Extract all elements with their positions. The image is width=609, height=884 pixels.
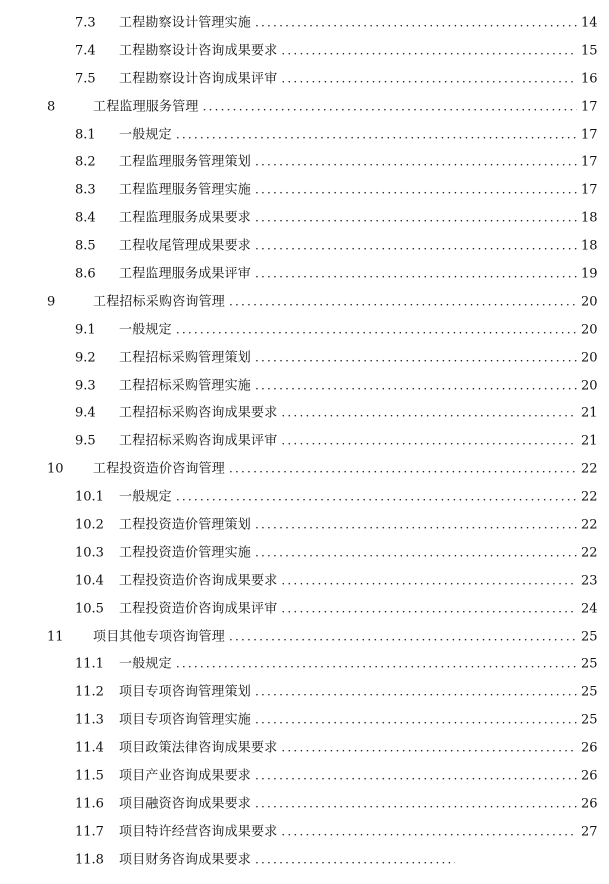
toc-entry-number: 11.4 [75,740,104,756]
table-of-contents [0,9,609,874]
dot-leader [281,574,577,586]
toc-entry-number: 11.8 [75,852,104,868]
dot-leader [229,630,577,642]
toc-entry-title: 工程招标采购咨询成果要求 [119,405,278,421]
toc-entry-line [119,15,598,31]
dot-leader [255,156,577,168]
toc-section-entry[interactable] [0,595,609,623]
toc-entry-title: 工程勘察设计咨询成果要求 [119,43,278,59]
toc-section-entry[interactable] [0,650,609,678]
toc-entry-line [119,71,598,87]
toc-entry-page-number: 14 [581,15,598,31]
dot-leader [281,742,577,754]
toc-chapter-entry[interactable] [0,93,609,121]
toc-entry-page-number: 26 [581,796,598,812]
toc-entry-line [119,378,598,394]
toc-entry-line [119,601,598,617]
toc-entry-title: 工程监理服务成果要求 [119,210,252,226]
toc-entry-number: 11 [47,629,64,645]
toc-entry-title: 工程招标采购管理策划 [119,350,252,366]
dot-leader [176,658,577,670]
toc-entry-line [119,740,598,756]
dot-leader [281,44,577,56]
dot-leader [176,128,577,140]
toc-entry-title: 工程投资造价管理策划 [119,517,252,533]
toc-entry-page-number: 21 [581,405,598,421]
toc-section-entry[interactable] [0,204,609,232]
toc-entry-number: 8.4 [75,210,96,226]
toc-section-entry[interactable] [0,818,609,846]
dot-leader [255,714,577,726]
toc-entry-page-number: 22 [581,489,598,505]
toc-entry-number: 8.5 [75,238,96,254]
toc-entry-line [93,629,598,645]
toc-entry-page-number: 23 [581,573,598,589]
toc-entry-page-number: 17 [581,99,598,115]
toc-entry-page-number: 27 [581,824,598,840]
toc-entry-page-number: 15 [581,43,598,59]
toc-entry-title: 工程监理服务管理策划 [119,154,252,170]
toc-entry-line [119,712,598,728]
toc-entry-page-number: 26 [581,740,598,756]
toc-entry-number: 10.4 [75,573,104,589]
toc-entry-title: 工程收尾管理成果要求 [119,238,252,254]
dot-leader [255,686,577,698]
toc-entry-number: 7.3 [75,15,96,31]
toc-entry-title: 一般规定 [119,322,172,338]
dot-leader [229,463,577,475]
toc-section-entry[interactable] [0,65,609,93]
toc-entry-number: 9.5 [75,433,96,449]
toc-entry-number: 11.1 [75,656,104,672]
dot-leader [255,351,577,363]
toc-entry-title: 项目财务咨询成果要求 [119,852,252,868]
toc-section-entry[interactable] [0,121,609,149]
toc-entry-title: 项目政策法律咨询成果要求 [119,740,278,756]
toc-entry-title: 工程投资造价咨询成果评审 [119,601,278,617]
toc-entry-line [119,154,598,170]
toc-entry-number: 8.3 [75,182,96,198]
toc-section-entry[interactable] [0,734,609,762]
toc-entry-title: 工程投资造价管理实施 [119,545,252,561]
toc-entry-line [119,824,598,840]
toc-entry-number: 11.5 [75,768,104,784]
toc-entry-line [119,266,598,282]
toc-entry-line [119,238,598,254]
toc-entry-title: 工程监理服务管理 [93,99,199,115]
toc-entry-page-number: 17 [581,182,598,198]
dot-leader [255,240,577,252]
toc-entry-line [119,210,598,226]
toc-section-entry[interactable] [0,316,609,344]
toc-section-entry[interactable] [0,148,609,176]
toc-entry-title: 项目专项咨询管理实施 [119,712,252,728]
dot-leader [255,769,577,781]
dot-leader [281,407,577,419]
toc-section-entry[interactable] [0,344,609,372]
toc-entry-number: 10.1 [75,489,104,505]
toc-entry-number: 8.2 [75,154,96,170]
toc-entry-line [93,99,598,115]
toc-entry-page-number: 19 [581,266,598,282]
dot-leader [255,853,455,865]
dot-leader [255,212,577,224]
toc-entry-number: 9.2 [75,350,96,366]
toc-entry-line [119,182,598,198]
dot-leader [255,267,577,279]
toc-entry-number: 11.3 [75,712,104,728]
toc-section-entry[interactable] [0,511,609,539]
toc-entry-number: 8.6 [75,266,96,282]
toc-entry-line [119,489,598,505]
toc-entry-page-number: 25 [581,712,598,728]
toc-section-entry[interactable] [0,678,609,706]
toc-entry-line [119,127,598,142]
toc-entry-page-number: 22 [581,517,598,533]
toc-entry-title: 工程监理服务管理实施 [119,182,252,198]
dot-leader [255,546,577,558]
toc-section-entry[interactable] [0,399,609,427]
dot-leader [255,797,577,809]
toc-entry-line [119,573,598,589]
toc-entry-number: 9.3 [75,378,96,394]
dot-leader [281,602,577,614]
toc-entry-page-number: 22 [581,545,598,561]
toc-entry-number: 10 [47,461,64,477]
toc-entry-number: 10.2 [75,517,104,533]
toc-entry-title: 工程投资造价咨询管理 [93,461,226,477]
toc-section-entry[interactable] [0,372,609,400]
toc-entry-page-number: 25 [581,656,598,672]
toc-entry-page-number: 24 [581,601,598,617]
toc-entry-page-number: 22 [581,461,598,477]
toc-entry-title: 一般规定 [119,656,172,672]
toc-entry-number: 8.1 [75,127,96,142]
toc-entry-title: 工程招标采购管理实施 [119,378,252,394]
toc-entry-title: 工程招标采购咨询成果评审 [119,433,278,449]
dot-leader [281,825,577,837]
toc-entry-line [119,43,598,59]
toc-entry-title: 工程勘察设计管理实施 [119,15,252,31]
toc-entry-title: 项目融资咨询成果要求 [119,796,252,812]
toc-entry-line [93,461,598,477]
dot-leader [203,100,577,112]
toc-section-entry[interactable] [0,232,609,260]
dot-leader [281,435,577,447]
toc-entry-line [119,350,598,366]
toc-entry-title: 一般规定 [119,127,172,142]
toc-entry-title: 项目专项咨询管理策划 [119,684,252,700]
dot-leader [255,16,577,28]
toc-section-entry[interactable] [0,846,609,874]
toc-entry-number: 10.5 [75,601,104,617]
toc-chapter-entry[interactable] [0,288,609,316]
toc-entry-number: 8 [47,99,56,115]
toc-section-entry[interactable] [0,483,609,511]
toc-entry-page-number: 20 [581,322,598,338]
toc-section-entry[interactable] [0,37,609,65]
toc-entry-page-number: 20 [581,350,598,366]
toc-entry-number: 7.5 [75,71,96,87]
toc-section-entry[interactable] [0,176,609,204]
dot-leader [255,518,577,530]
toc-entry-title: 工程监理服务成果评审 [119,266,252,282]
toc-entry-title: 项目特许经营咨询成果要求 [119,824,278,840]
toc-entry-number: 11.6 [75,796,104,812]
toc-entry-number: 11.7 [75,824,104,840]
toc-section-entry[interactable] [0,539,609,567]
toc-chapter-entry[interactable] [0,623,609,651]
toc-entry-page-number: 26 [581,768,598,784]
toc-entry-title: 工程招标采购咨询管理 [93,294,226,310]
toc-entry-number: 9 [47,294,56,310]
toc-entry-page-number: 21 [581,433,598,449]
toc-entry-line [119,405,598,421]
toc-entry-line [119,322,598,338]
toc-entry-line [119,768,598,784]
toc-entry-title: 工程投资造价咨询成果要求 [119,573,278,589]
toc-entry-number: 10.3 [75,545,104,561]
toc-section-entry[interactable] [0,762,609,790]
toc-section-entry[interactable] [0,790,609,818]
dot-leader [176,323,577,335]
toc-section-entry[interactable] [0,260,609,288]
toc-entry-page-number: 17 [581,127,598,142]
dot-leader [255,379,577,391]
toc-entry-number: 7.4 [75,43,96,59]
toc-entry-title: 一般规定 [119,489,172,505]
toc-chapter-entry[interactable] [0,455,609,483]
toc-section-entry[interactable] [0,427,609,455]
toc-entry-line [119,853,595,866]
toc-entry-line [119,433,598,449]
toc-entry-page-number: 17 [581,154,598,170]
toc-entry-line [93,294,598,310]
toc-entry-page-number: 25 [581,684,598,700]
toc-entry-page-number: 16 [581,71,598,87]
toc-section-entry[interactable] [0,9,609,37]
toc-entry-title: 工程勘察设计咨询成果评审 [119,71,278,87]
toc-entry-line [119,517,598,533]
toc-section-entry[interactable] [0,567,609,595]
toc-entry-page-number: 25 [581,629,598,645]
toc-entry-number: 11.2 [75,684,104,700]
toc-entry-line [119,684,598,700]
toc-entry-number: 9.4 [75,405,96,421]
dot-leader [176,491,577,503]
dot-leader [229,295,577,307]
toc-entry-line [119,545,598,561]
toc-entry-page-number: 18 [581,238,598,254]
dot-leader [281,72,577,84]
toc-entry-page-number: 20 [581,378,598,394]
toc-entry-line [119,796,598,812]
dot-leader [255,184,577,196]
toc-entry-page-number: 18 [581,210,598,226]
toc-entry-page-number: 20 [581,294,598,310]
toc-entry-number: 9.1 [75,322,96,338]
toc-entry-line [119,656,598,672]
toc-section-entry[interactable] [0,706,609,734]
toc-entry-title: 项目其他专项咨询管理 [93,629,226,645]
toc-entry-title: 项目产业咨询成果要求 [119,768,252,784]
